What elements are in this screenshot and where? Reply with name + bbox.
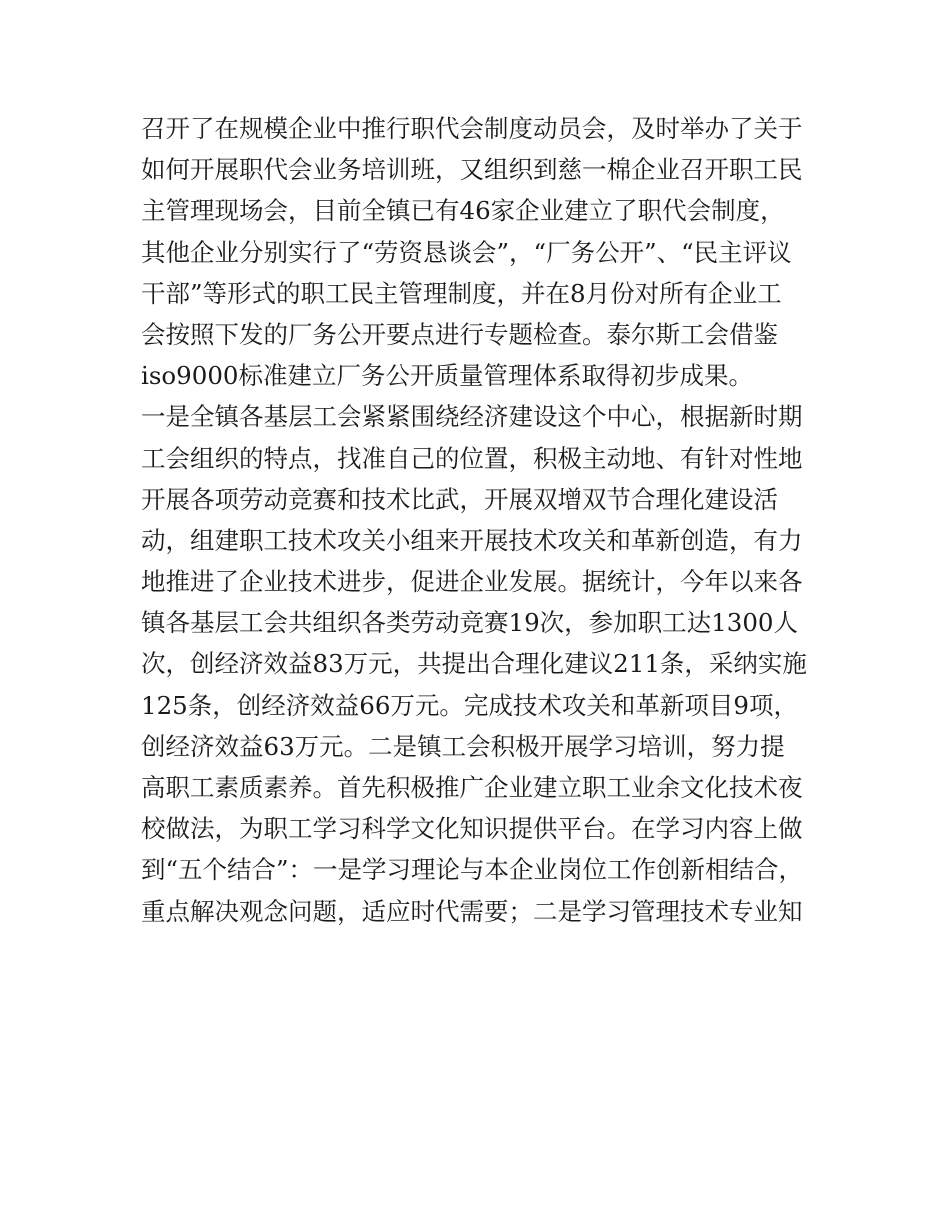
text-line: 重点解决观念问题，适应时代需要；二是学习管理技术专业知 — [141, 896, 803, 926]
text-line: 地推进了企业技术进步，促进企业发展。据统计，今年以来各 — [141, 567, 803, 597]
text-line: 如何开展职代会业务培训班，又组织到慈一棉企业召开职工民 — [141, 155, 803, 185]
text-line: 主管理现场会，目前全镇已有46家企业建立了职代会制度， — [141, 196, 785, 226]
text-line: 开展各项劳动竞赛和技术比武，开展双增双节合理化建设活 — [141, 484, 778, 514]
text-line: 次，创经济效益83万元，共提出合理化建议211条，采纳实施 — [141, 649, 807, 679]
text-line: 到“五个结合”：一是学习理论与本企业岗位工作创新相结合， — [141, 855, 804, 885]
text-line: 创经济效益63万元。二是镇工会积极开展学习培训，努力提 — [141, 731, 785, 761]
text-line: 一是全镇各基层工会紧紧围绕经济建设这个中心，根据新时期 — [141, 402, 803, 432]
text-line: 125条，创经济效益66万元。完成技术攻关和革新项目9项， — [141, 690, 799, 720]
text-line: iso9000标准建立厂务公开质量管理体系取得初步成果。 — [141, 361, 754, 391]
text-line: 校做法，为职工学习科学文化知识提供平台。在学习内容上做 — [141, 814, 803, 844]
text-line: 高职工素质素养。首先积极推广企业建立职工业余文化技术夜 — [141, 773, 803, 802]
text-line: 其他企业分别实行了“劳资恳谈会”，“厂务公开”、“民主评议 — [141, 237, 792, 267]
text-line: 动，组建职工技术攻关小组来开展技术攻关和革新创造，有力 — [141, 525, 803, 555]
text-line: 会按照下发的厂务公开要点进行专题检查。泰尔斯工会借鉴 — [141, 319, 778, 349]
text-line: 召开了在规模企业中推行职代会制度动员会，及时举办了关于 — [141, 114, 803, 143]
text-line: 干部”等形式的职工民主管理制度，并在8月份对所有企业工 — [141, 278, 782, 308]
text-line: 工会组织的特点，找准自己的位置，积极主动地、有针对性地 — [141, 443, 803, 473]
body-text — [141, 108, 821, 932]
text-line: 镇各基层工会共组织各类劳动竞赛19次，参加职工达1300人 — [141, 608, 799, 638]
